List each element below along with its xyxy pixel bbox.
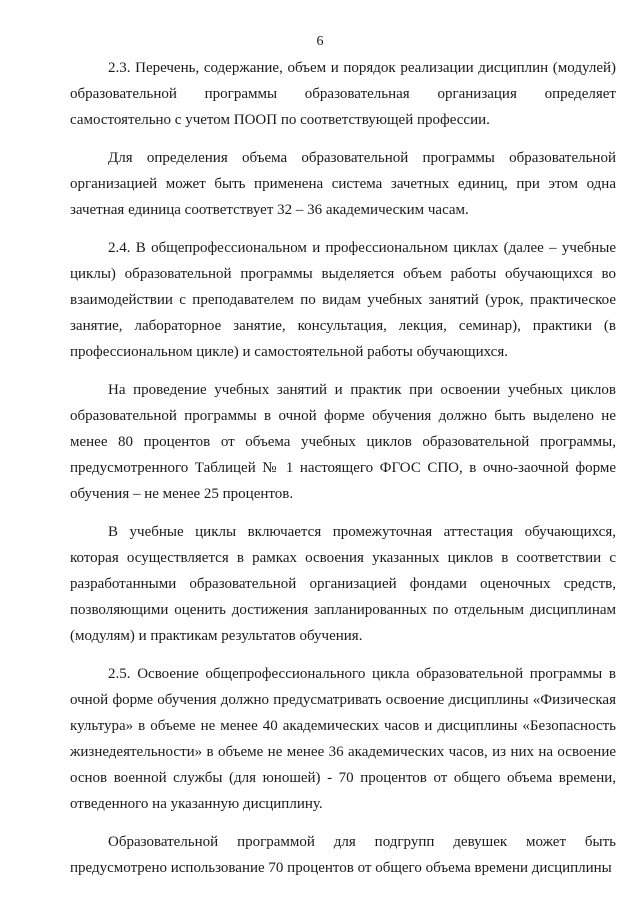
document-body — [70, 55, 616, 893]
paragraph-attestation: В учебные циклы включается промежуточная аттестация обучающихся, которая осуществляется в рамках освоения указанных циклов в соответствии с разработанными образовательной организацией фондами оценочных средств, позволяющими оценить достижения запланированных по отдельным дисциплинам (модулям) и практикам результатов обучения. — [70, 524, 616, 644]
paragraph-training-volume: На проведение учебных занятий и практик при освоении учебных циклов образовательной программы в очной форме обучения должно быть выделено не менее 80 процентов от объема учебных циклов образовательной программы, предусмотренного Таблицей № 1 настоящего ФГОС СПО, в очно-заочной форме обучения – не менее 25 процентов. — [70, 382, 616, 502]
page-number: 6 — [316, 34, 324, 49]
paragraph-2-3: 2.3. Перечень, содержание, объем и порядок реализации дисциплин (модулей) образовательной программы образовательная организация определяет самостоятельно с учетом ПООП по соответствующей профессии. — [70, 60, 616, 128]
paragraph-2-4: 2.4. В общепрофессиональном и профессиональном циклах (далее – учебные циклы) образовательной программы выделяется объем работы обучающихся во взаимодействии с преподавателем по видам учебных занятий (урок, практическое занятие, лабораторное занятие, консультация, лекция, семинар), практики (в профессиональном цикле) и самостоятельной работы обучающихся. — [70, 240, 616, 360]
paragraph-credit-units: Для определения объема образовательной программы образовательной организацией может быть применена система зачетных единиц, при этом одна зачетная единица соответствует 32 – 36 академическим часам. — [70, 150, 616, 218]
paragraph-2-5: 2.5. Освоение общепрофессионального цикла образовательной программы в очной форме обучения должно предусматривать освоение дисциплины «Физическая культура» в объеме не менее 40 академических часов и дисциплины «Безопасность жизнедеятельности» в объеме не менее 36 академических часов, из них на освоение основ военной службы (для юношей) - 70 процентов от общего объема времени, отведенного на указанную дисциплину. — [70, 666, 616, 812]
paragraph-girls-subgroups: Образовательной программой для подгрупп девушек может быть предусмотрено использование 70 процентов от общего объема времени дисциплины — [70, 834, 616, 876]
